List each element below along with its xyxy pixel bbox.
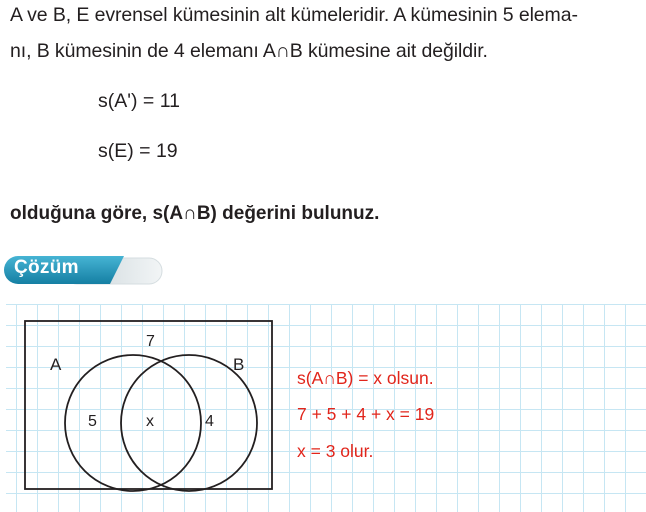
set-b-circle xyxy=(121,355,257,491)
outside-region-value: 7 xyxy=(146,333,155,350)
set-b-label: B xyxy=(233,355,245,374)
solution-step-2: 7 + 5 + 4 + x = 19 xyxy=(297,404,435,424)
only-a-region-value: 5 xyxy=(88,413,97,430)
given-universal-set: s(E) = 19 xyxy=(98,140,178,162)
solution-step-3: x = 3 olur. xyxy=(297,441,374,461)
intersection-region-value: x xyxy=(146,413,154,430)
given-complement-a: s(A') = 11 xyxy=(98,90,180,112)
solution-step-1: s(A∩B) = x olsun. xyxy=(297,368,434,388)
solution-badge-label: Çözüm xyxy=(14,257,79,278)
problem-text-line-2: nı, B kümesinin de 4 elemanı A∩B kümesine ait değildir. xyxy=(10,40,488,62)
question-text: olduğuna göre, s(A∩B) değerini bulunuz. xyxy=(10,203,380,224)
only-b-region-value: 4 xyxy=(205,413,214,430)
set-a-label: A xyxy=(50,355,62,374)
problem-text-line-1: A ve B, E evrensel kümesinin alt kümeleridir. A kümesinin 5 elema- xyxy=(10,4,578,26)
set-a-circle xyxy=(65,355,201,491)
